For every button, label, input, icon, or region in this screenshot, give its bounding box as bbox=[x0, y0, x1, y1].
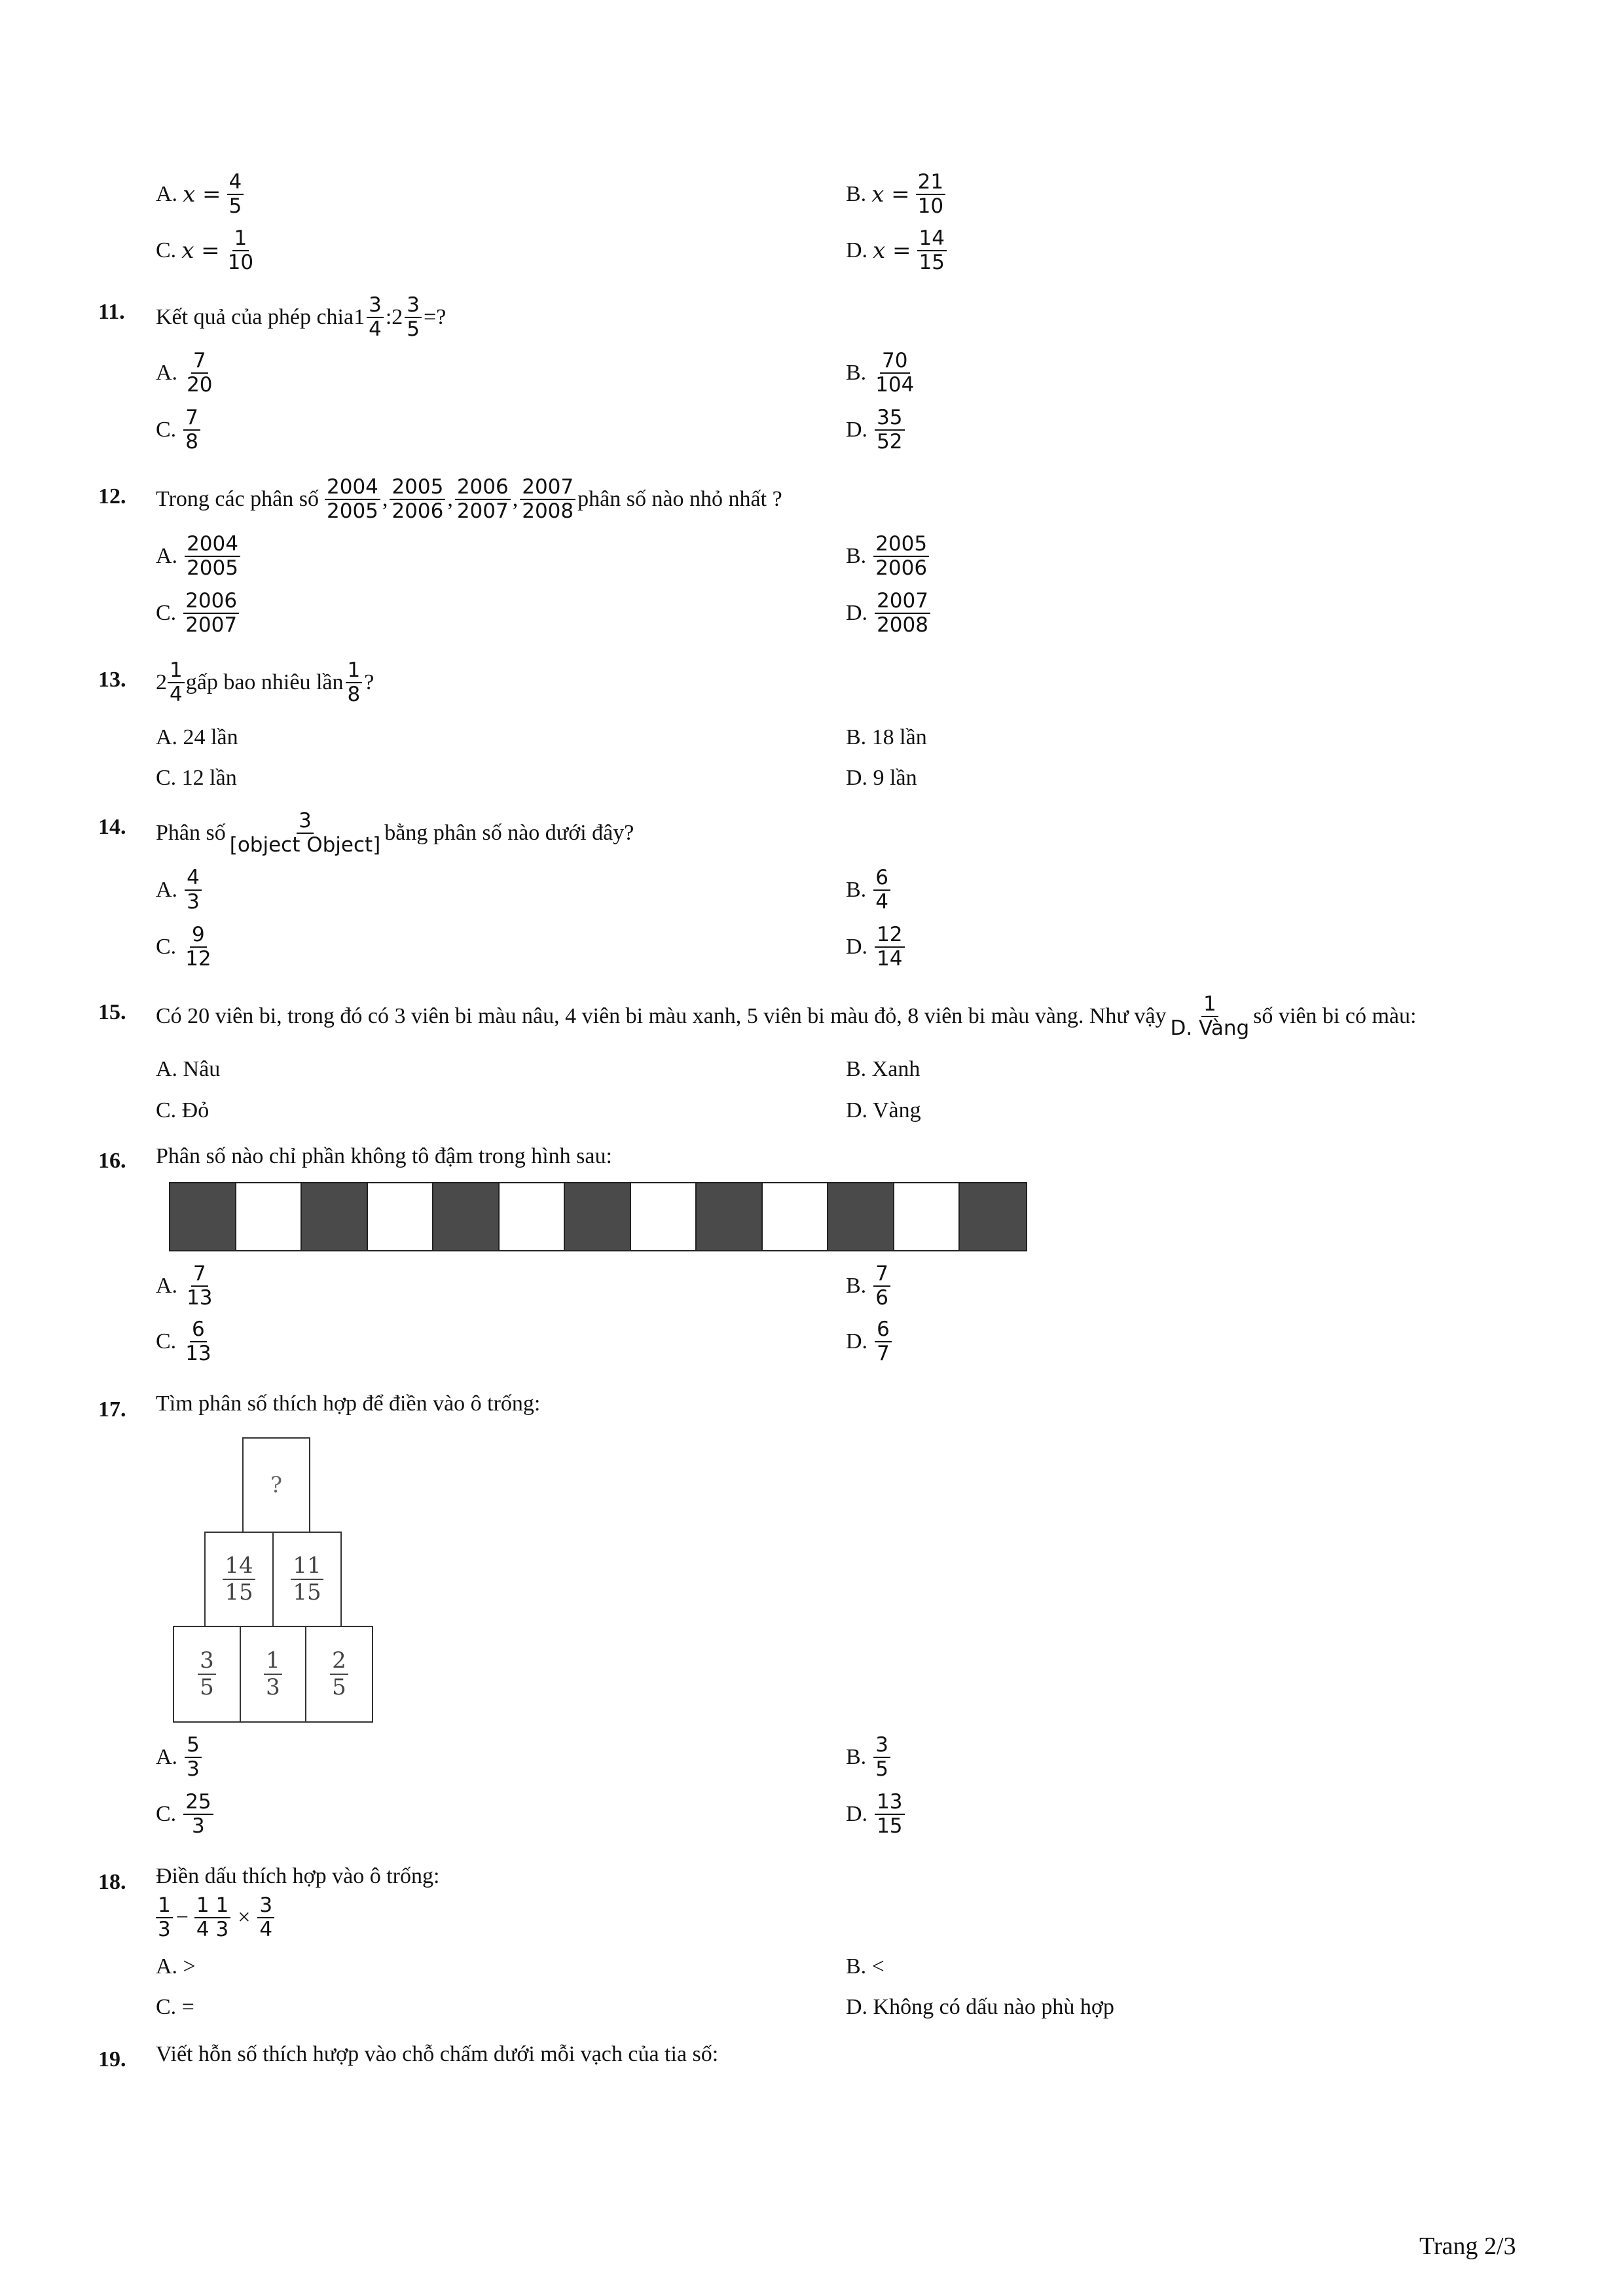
fraction: $\frac{35}{52}$ bbox=[875, 407, 904, 454]
fraction: $\frac{14}{15}$ bbox=[917, 228, 947, 274]
q16-option-d[interactable]: D. $\frac{6}{7}$ bbox=[846, 1319, 894, 1365]
q13-option-a[interactable]: A. 24 lần bbox=[156, 725, 238, 749]
q11-option-c[interactable]: C. $\frac{7}{8}$ bbox=[156, 407, 202, 454]
fraction: $\frac{5}{3}$ bbox=[185, 1734, 202, 1781]
shaded-cell bbox=[433, 1183, 500, 1250]
fraction: $\frac{2007}{2008}$ bbox=[875, 590, 930, 637]
pyramid-cell bbox=[272, 1532, 342, 1627]
unshaded-cell bbox=[763, 1183, 829, 1250]
q13-option-c[interactable]: C. 12 lần bbox=[156, 766, 237, 790]
question-number: 17. bbox=[98, 1397, 126, 1422]
fraction: $\frac{1}{3}$ bbox=[264, 1649, 282, 1699]
fraction: $\frac{3}{5}$ bbox=[198, 1649, 216, 1699]
fraction: $\frac{3}{4}$ bbox=[257, 1895, 274, 1941]
fraction: $\frac{25}{3}$ bbox=[183, 1791, 213, 1838]
fraction: $\frac{12}{14}$ bbox=[875, 924, 904, 971]
fraction: $\frac{1 1}{4 3}$ bbox=[194, 1895, 230, 1941]
fraction: $\frac{6}{7}$ bbox=[875, 1319, 892, 1365]
q12-option-c[interactable]: C. $\frac{2006}{2007}$ bbox=[156, 590, 241, 637]
q18-option-c[interactable]: C. = bbox=[156, 1995, 194, 2019]
unshaded-cell bbox=[500, 1183, 566, 1250]
fraction: $\frac{2004}{2005}$ bbox=[185, 533, 240, 580]
fraction: $\frac{1}{8}$ bbox=[346, 660, 363, 706]
question-text: Phân số nào chỉ phần không tô đậm trong hình sau: bbox=[156, 1144, 612, 1168]
q11-option-a[interactable]: A. $\frac{7}{20}$ bbox=[156, 350, 217, 397]
fraction: $\frac{2004}{2005}$ bbox=[325, 476, 380, 523]
q14-option-c[interactable]: C. $\frac{9}{12}$ bbox=[156, 924, 215, 971]
question-number: 11. bbox=[98, 300, 125, 324]
fraction: $\frac{7}{8}$ bbox=[183, 407, 200, 454]
q16-option-a[interactable]: A. $\frac{7}{13}$ bbox=[156, 1263, 217, 1310]
q15-option-d[interactable]: D. Vàng bbox=[846, 1098, 921, 1122]
fraction: $\frac{7}{20}$ bbox=[187, 349, 213, 397]
q18-option-a[interactable]: A. > bbox=[156, 1954, 196, 1979]
pyramid-cell bbox=[204, 1532, 274, 1627]
q16-option-b[interactable]: B. $\frac{7}{6}$ bbox=[846, 1263, 892, 1310]
shaded-cell bbox=[697, 1183, 763, 1250]
fraction: $\frac{2006}{2007}$ bbox=[183, 590, 239, 637]
fraction: $\frac{4}{3}$ bbox=[185, 867, 202, 914]
q10-option-b[interactable]: B. x = $\frac{21}{10}$ bbox=[846, 171, 947, 218]
fraction: $\frac{3}{5}$ bbox=[405, 295, 422, 341]
comparison-expression: $\frac{1}{3}$ − $\frac{1 1}{4 3}$ × $\frac{3}{4}$ bbox=[156, 1895, 276, 1941]
q14-option-d[interactable]: D. $\frac{12}{14}$ bbox=[846, 924, 907, 971]
q17-option-c[interactable]: C. $\frac{25}{3}$ bbox=[156, 1791, 215, 1838]
pyramid-cell bbox=[240, 1626, 306, 1723]
fraction: $\frac{2}{5}$ bbox=[330, 1649, 348, 1699]
fraction: $\frac{70}{104}$ bbox=[875, 349, 915, 397]
q13-option-d[interactable]: D. 9 lần bbox=[846, 766, 917, 790]
fraction: $\frac{3}{5}$ bbox=[873, 1734, 890, 1781]
fraction: $\frac{2007}{2008}$ bbox=[520, 476, 575, 523]
q15-option-b[interactable]: B. Xanh bbox=[846, 1057, 921, 1081]
question-text: 2 $\frac{1}{4}$ gấp bao nhiêu lần $\frac{1}{8}$ ? bbox=[156, 658, 374, 707]
question-text: Viết hỗn số thích hượp vào chỗ chấm dưới mỗi vạch của tia số: bbox=[156, 2042, 719, 2066]
q15-option-a[interactable]: A. Nâu bbox=[156, 1057, 221, 1081]
shaded-cell bbox=[302, 1183, 368, 1250]
question-number: 14. bbox=[98, 815, 126, 839]
question-number: 15. bbox=[98, 1000, 126, 1024]
fraction: $\frac{1}{4}$ bbox=[168, 660, 185, 706]
unshaded-cell bbox=[236, 1183, 302, 1250]
page-number: Trang 2/3 bbox=[1419, 2233, 1516, 2260]
pyramid-cell bbox=[173, 1626, 241, 1723]
q18-option-b[interactable]: B. < bbox=[846, 1954, 884, 1979]
fraction: $\frac{3}{4}$ bbox=[367, 295, 384, 341]
q14-option-b[interactable]: B. $\frac{6}{4}$ bbox=[846, 867, 892, 914]
question-text: Kết quả của phép chia 1 $\frac{3}{4}$ : 2 $\frac{3}{5}$ =? bbox=[156, 293, 447, 342]
shaded-strip-figure bbox=[169, 1182, 1027, 1251]
fraction: $\frac{13}{15}$ bbox=[875, 1791, 904, 1838]
q11-option-d[interactable]: D. $\frac{35}{52}$ bbox=[846, 407, 907, 454]
question-text: Tìm phân số thích hợp để điền vào ô trống: bbox=[156, 1391, 541, 1416]
fraction: $\frac{4}{5}$ bbox=[227, 171, 244, 218]
question-number: 18. bbox=[98, 1870, 126, 1894]
question-number: 16. bbox=[98, 1149, 126, 1173]
q11-option-b[interactable]: B. $\frac{70}{104}$ bbox=[846, 350, 918, 397]
question-number: 19. bbox=[98, 2047, 126, 2072]
fraction: $\frac{6}{13}$ bbox=[185, 1318, 211, 1366]
q16-option-c[interactable]: C. $\frac{6}{13}$ bbox=[156, 1319, 215, 1365]
fraction: $\frac{3}{\text{[object Object]}}$ bbox=[229, 809, 381, 857]
q17-option-b[interactable]: B. $\frac{3}{5}$ bbox=[846, 1734, 892, 1781]
fraction: $\frac{6}{4}$ bbox=[873, 867, 890, 914]
q12-option-d[interactable]: D. $\frac{2007}{2008}$ bbox=[846, 590, 932, 637]
q12-option-b[interactable]: B. $\frac{2005}{2006}$ bbox=[846, 533, 931, 580]
pyramid-top-cell: ? bbox=[242, 1437, 310, 1533]
question-text: Trong các phân số $\frac{2004}{2005}$ , $\frac{2005}{2006}$ , $\frac{2006}{2007}$ , $\frac{2007}{2008}$ phân số nào nhỏ nhất ? bbox=[156, 475, 782, 524]
q17-option-a[interactable]: A. $\frac{5}{3}$ bbox=[156, 1734, 204, 1781]
question-number: 12. bbox=[98, 484, 126, 509]
shaded-cell bbox=[960, 1183, 1026, 1250]
question-number: 13. bbox=[98, 668, 126, 692]
unshaded-cell bbox=[894, 1183, 960, 1250]
q14-option-a[interactable]: A. $\frac{4}{3}$ bbox=[156, 867, 204, 914]
fraction: $\frac{1}{\text{D. Vàng}}$ bbox=[1170, 992, 1250, 1041]
fraction: $\frac{11}{15}$ bbox=[291, 1554, 323, 1604]
fraction: $\frac{14}{15}$ bbox=[223, 1554, 255, 1604]
fraction: $\frac{21}{10}$ bbox=[916, 171, 945, 218]
fraction: $\frac{2005}{2006}$ bbox=[390, 476, 445, 523]
q12-option-a[interactable]: A. $\frac{2004}{2005}$ bbox=[156, 533, 242, 580]
fraction: $\frac{2006}{2007}$ bbox=[455, 476, 511, 523]
fraction: $\frac{1}{3}$ bbox=[156, 1895, 173, 1941]
q10-option-a[interactable]: A. x = $\frac{4}{5}$ bbox=[156, 171, 246, 218]
shaded-cell bbox=[565, 1183, 631, 1250]
q18-option-d[interactable]: D. Không có dấu nào phù hợp bbox=[846, 1995, 1114, 2019]
shaded-cell bbox=[170, 1183, 236, 1250]
shaded-cell bbox=[828, 1183, 894, 1250]
question-text: Phân số $\frac{3}{\text{[object Object]}}$ bằng phân số nào dưới đây? bbox=[156, 809, 634, 857]
q10-option-d[interactable]: D. x = $\frac{14}{15}$ bbox=[846, 228, 949, 274]
fraction: $\frac{9}{12}$ bbox=[185, 923, 211, 971]
fraction: $\frac{7}{13}$ bbox=[187, 1262, 213, 1310]
fraction: $\frac{2005}{2006}$ bbox=[873, 533, 929, 580]
pyramid-cell bbox=[305, 1626, 373, 1723]
q17-option-d[interactable]: D. $\frac{13}{15}$ bbox=[846, 1791, 907, 1838]
question-text: Điền dấu thích hợp vào ô trống: bbox=[156, 1864, 440, 1888]
q10-option-c[interactable]: C. x = $\frac{1}{10}$ bbox=[156, 228, 257, 274]
q15-option-c[interactable]: C. Đỏ bbox=[156, 1098, 210, 1122]
question-text: Có 20 viên bi, trong đó có 3 viên bi màu nâu, 4 viên bi màu xanh, 5 viên bi màu đỏ, 8 viên bi màu vàng. Như vậy $\frac{1}{\text{D. Vàng}}$ số viên bi có màu: bbox=[156, 992, 1417, 1041]
fraction: $\frac{7}{6}$ bbox=[873, 1263, 890, 1310]
q13-option-b[interactable]: B. 18 lần bbox=[846, 725, 927, 749]
fraction: $\frac{1}{10}$ bbox=[227, 226, 254, 275]
unshaded-cell bbox=[368, 1183, 434, 1250]
unshaded-cell bbox=[631, 1183, 697, 1250]
